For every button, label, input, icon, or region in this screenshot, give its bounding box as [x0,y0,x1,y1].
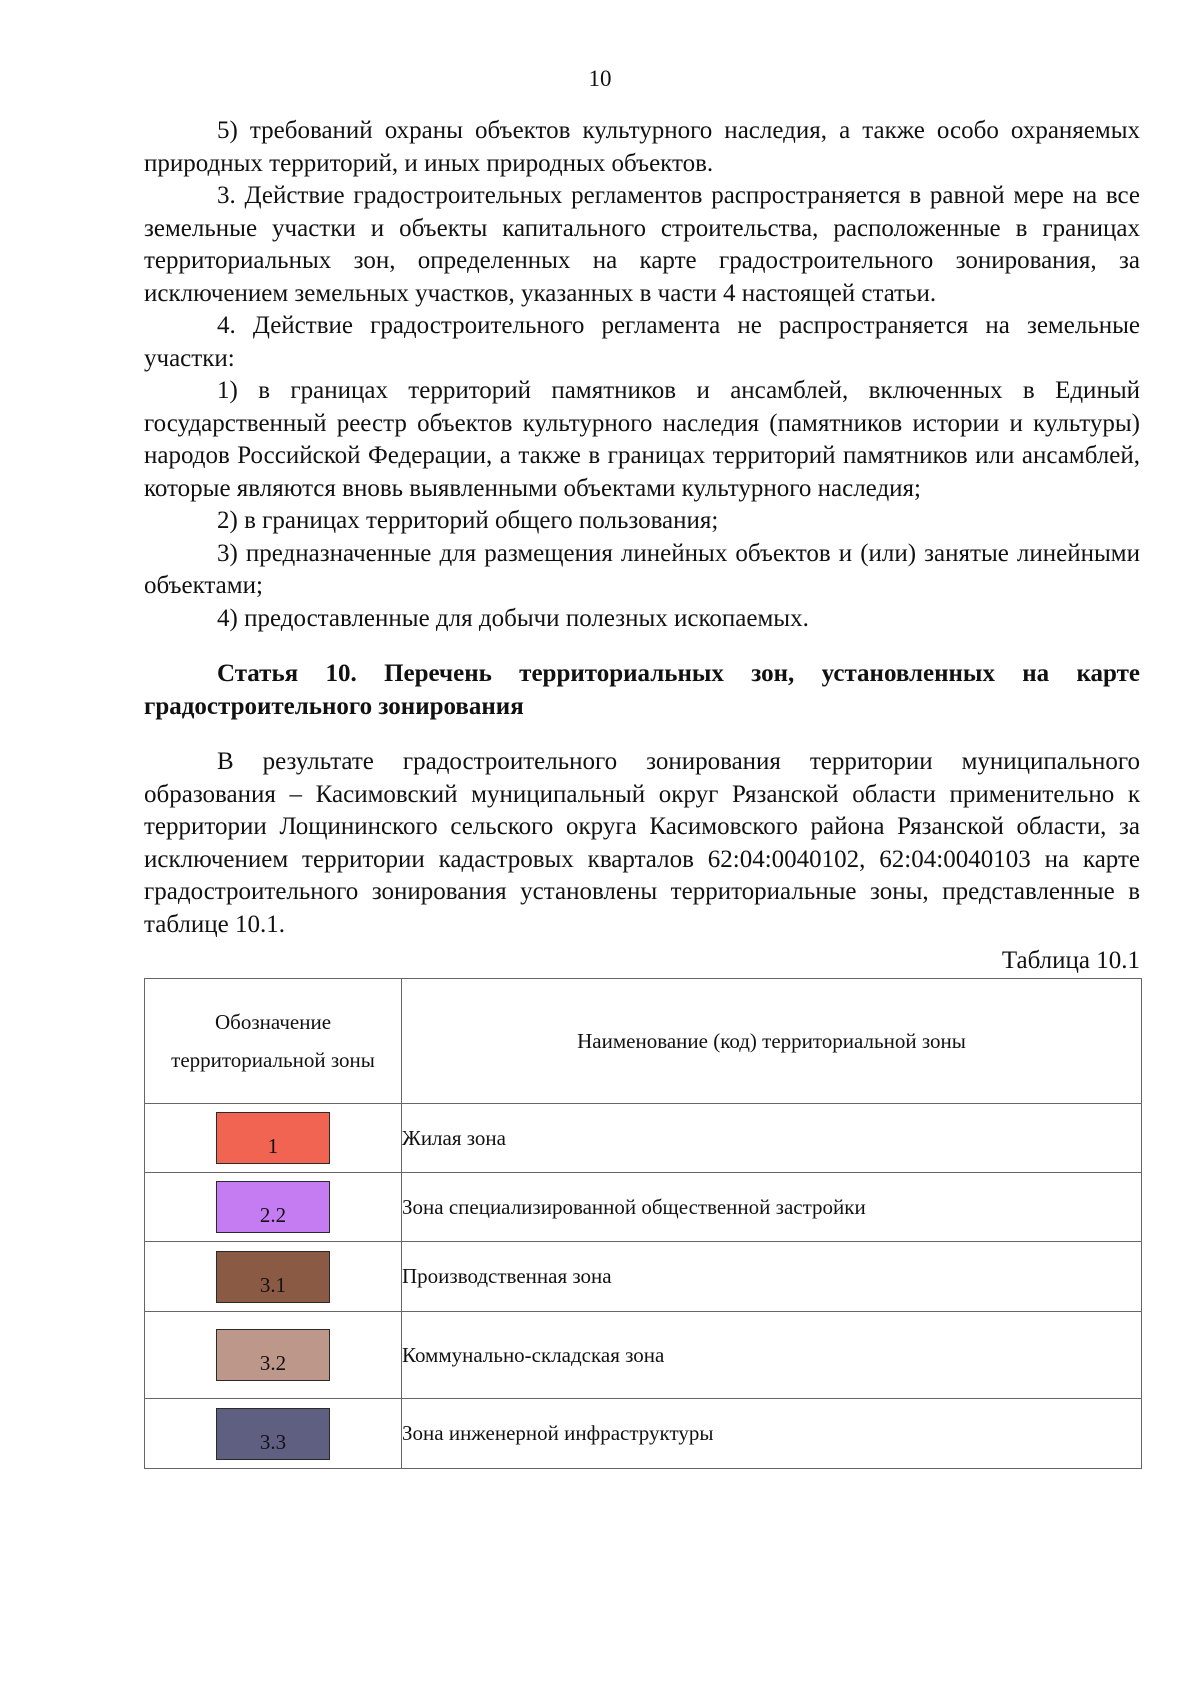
paragraph: 4) предоставленные для добычи полезных ископаемых. [217,604,809,632]
zone-name: Зона специализированной общественной застройки [402,1173,1142,1242]
paragraph: 5) требований охраны объектов культурного наследия, а также особо охраняемых природных территорий, и иных природных объектов. [144,117,1140,177]
article-intro: В результате градостроительного зонирования территории муниципального образования – Касимовский муниципальный округ Рязанской области применительно к территории Лощининского сельского округа Касимовского района Рязанской области, за исключением территории кадастровых кварталов 62:04:0040102, 62:04:0040103 на карте градостроительного зонирования установлены территориальные зоны, представленные в таблице 10.1. [144,748,1140,938]
document-body [144,115,1140,1469]
paragraph: 2) в границах территорий общего пользования; [217,507,719,534]
article-heading: Статья 10. Перечень территориальных зон, установленных на карте градостроительного зонирования [144,660,1140,720]
paragraph: 3) предназначенные для размещения линейных объектов и (или) занятые линейными объектами; [144,539,1140,599]
paragraph: 1) в границах территорий памятников и ансамблей, включенных в Единый государственный реестр объектов культурного наследия (памятников истории и культуры) народов Российской Федерации, а также в границах территорий памятников или ансамблей, которые являются вновь выявленными объектами культурного наследия; [144,377,1140,502]
zone-swatch: 3.2 [216,1329,330,1381]
table-row [145,1242,1142,1312]
zone-swatch: 3.3 [216,1408,330,1460]
table-row [145,1104,1142,1173]
zone-swatch: 1 [216,1112,330,1164]
table-row [145,1399,1142,1469]
table-row [145,1173,1142,1242]
zone-name: Производственная зона [402,1242,1142,1312]
paragraph: 4. Действие градостроительного регламента не распространяется на земельные участки: [144,312,1140,372]
zone-name: Жилая зона [402,1104,1142,1173]
header-name: Наименование (код) территориальной зоны [402,979,1142,1104]
zone-swatch: 3.1 [216,1251,330,1303]
paragraph: 3. Действие градостроительных регламентов распространяется в равной мере на все земельные участки и объекты капитального строительства, расположенные в границах территориальных зон, определенных на карте градостроительного зонирования, за исключением земельных участков, указанных в части 4 настоящей статьи. [144,182,1140,307]
zone-swatch: 2.2 [216,1181,330,1233]
page-number: 10 [588,66,612,91]
zones-table [144,978,1142,1469]
zone-code-cell [145,1242,402,1312]
zone-code-cell [145,1173,402,1242]
zone-name: Коммунально-складская зона [402,1312,1142,1399]
table-caption: Таблица 10.1 [1001,947,1140,974]
zone-code-cell [145,1104,402,1173]
header-code: Обозначение территориальной зоны [145,979,402,1104]
table-row [145,1312,1142,1399]
zone-code-cell [145,1312,402,1399]
zone-code-cell [145,1399,402,1469]
table-header-row [145,979,1142,1104]
zone-name: Зона инженерной инфраструктуры [402,1399,1142,1469]
